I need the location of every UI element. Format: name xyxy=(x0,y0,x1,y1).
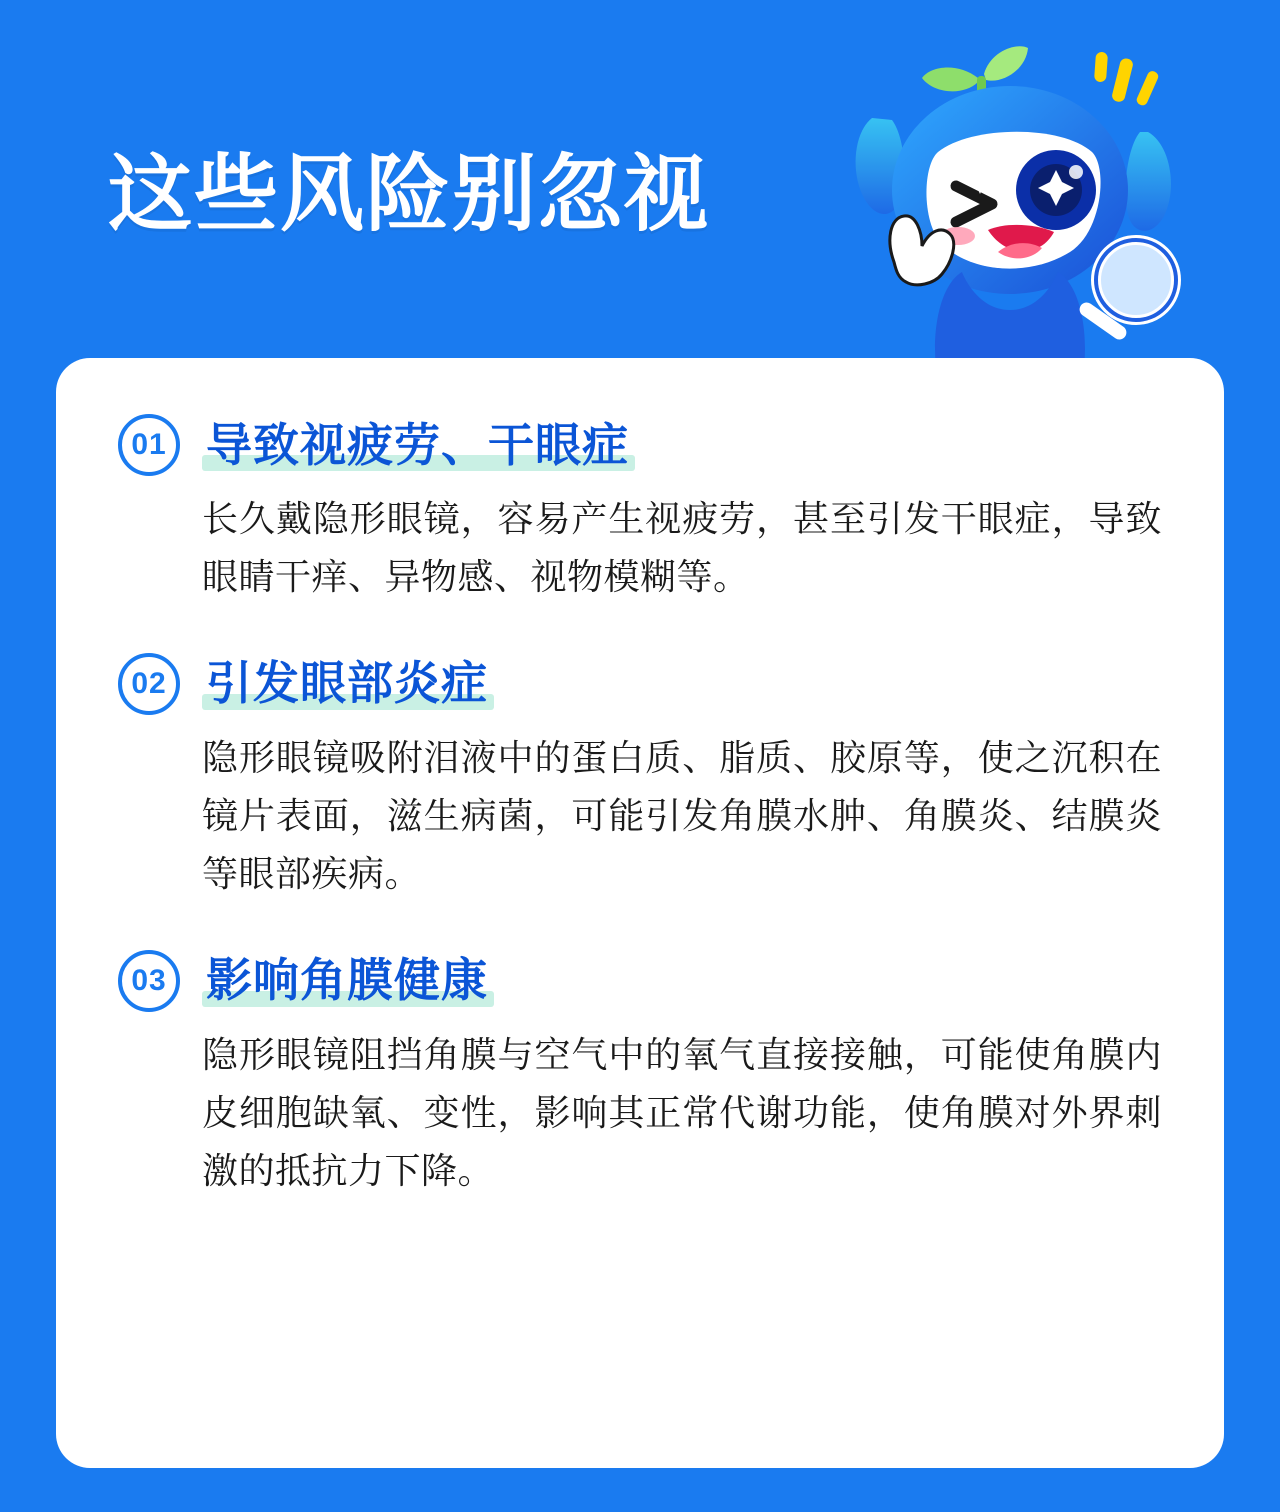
item-number-badge: 02 xyxy=(118,653,180,715)
item-title: 引发眼部炎症 xyxy=(202,657,494,710)
item-header xyxy=(118,414,1162,476)
item-body: 隐形眼镜吸附泪液中的蛋白质、脂质、胶原等，使之沉积在镜片表面，滋生病菌，可能引发角膜水肿、角膜炎、结膜炎等眼部疾病。 xyxy=(202,736,1162,895)
item-number-badge: 03 xyxy=(118,950,180,1012)
item-title: 导致视疲劳、干眼症 xyxy=(202,419,635,472)
item-body: 长久戴隐形眼镜，容易产生视疲劳，甚至引发干眼症，导致眼睛干痒、异物感、视物模糊等。 xyxy=(202,498,1162,598)
item-header xyxy=(118,950,1162,1012)
right-eye xyxy=(1016,150,1096,230)
list-item xyxy=(118,950,1162,1201)
item-number-badge: 01 xyxy=(118,414,180,476)
risk-card xyxy=(56,358,1224,1468)
list-item xyxy=(118,653,1162,904)
page-header xyxy=(0,0,1280,340)
list-item xyxy=(118,414,1162,607)
item-header xyxy=(118,653,1162,715)
page-title: 这些风险别忽视 xyxy=(108,147,711,241)
item-body: 隐形眼镜阻挡角膜与空气中的氧气直接接触，可能使角膜内皮细胞缺氧、变性，影响其正常代谢功能，使角膜对外界刺激的抵抗力下降。 xyxy=(202,1033,1162,1192)
right-arm xyxy=(1126,132,1171,231)
item-title: 影响角膜健康 xyxy=(202,954,494,1007)
spark-icon xyxy=(1094,52,1160,107)
